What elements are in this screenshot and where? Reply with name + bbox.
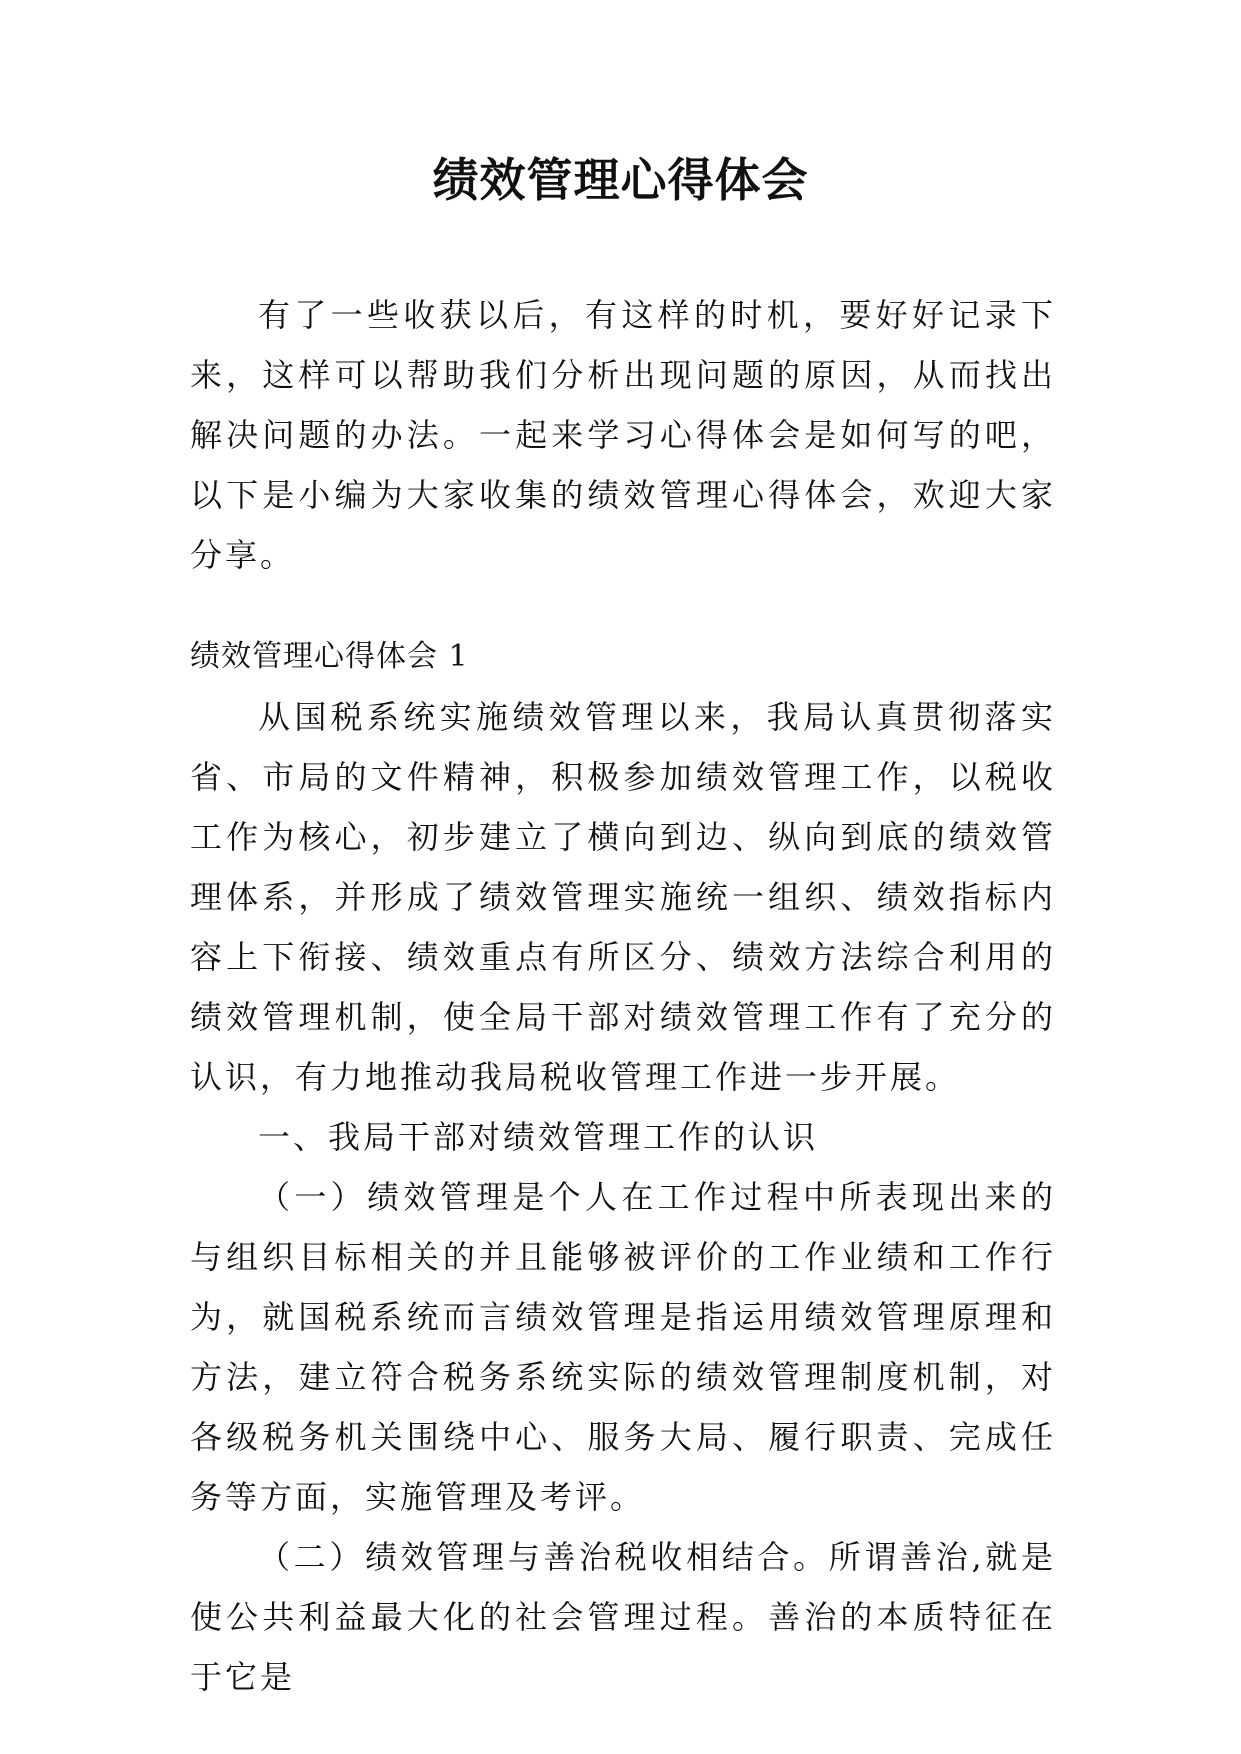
- body-paragraph: 从国税系统实施绩效管理以来，我局认真贯彻落实省、市局的文件精神，积极参加绩效管理工作，以税收工作为核心，初步建立了横向到边、纵向到底的绩效管理体系，并形成了绩效管理实施统一组织、绩效指标内容上下衔接、绩效重点有所区分、绩效方法综合利用的绩效管理机制，使全局干部对绩效管理工作有了充分的认识，有力地推动我局税收管理工作进一步开展。: [190, 698, 1056, 1096]
- spacer: [190, 585, 1056, 627]
- subheading-paragraph: 一、我局干部对绩效管理工作的认识: [258, 1118, 819, 1156]
- body-paragraph: （二）绩效管理与善治税收相结合。所谓善治,就是使公共利益最大化的社会管理过程。善治的本质特征在于它是: [190, 1538, 1056, 1696]
- section-heading: 绩效管理心得体会 1: [190, 639, 469, 674]
- document-body: [190, 285, 1056, 1707]
- body-paragraph: （一）绩效管理是个人在工作过程中所表现出来的与组织目标相关的并且能够被评价的工作业绩和工作行为，就国税系统而言绩效管理是指运用绩效管理原理和方法，建立符合税务系统实际的绩效管理制度机制，对各级税务机关围绕中心、服务大局、履行职责、完成任务等方面，实施管理及考评。: [190, 1178, 1056, 1516]
- intro-paragraph: 有了一些收获以后，有这样的时机，要好好记录下来，这样可以帮助我们分析出现问题的原因，从而找出解决问题的办法。一起来学习心得体会是如何写的吧，以下是小编为大家收集的绩效管理心得体会，欢迎大家分享。: [190, 296, 1056, 574]
- document-title: 绩效管理心得体会: [432, 153, 809, 207]
